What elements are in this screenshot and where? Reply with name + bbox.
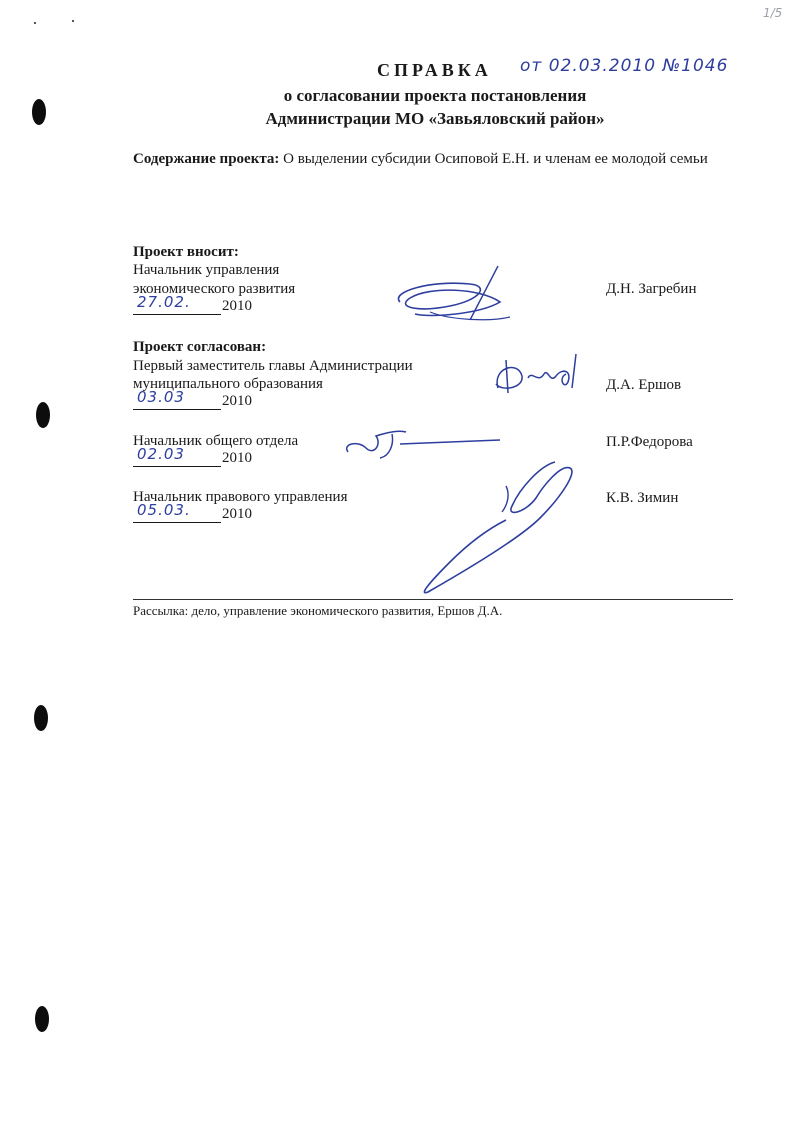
subtitle-line-2: Администрации МО «Завьяловский район»	[265, 109, 605, 128]
date-year: 2010	[222, 450, 252, 466]
date-year: 2010	[222, 298, 252, 314]
submitter-position-line-2: экономического развития	[133, 281, 296, 297]
approver-1-position-line-1: Первый заместитель главы Администрации	[133, 358, 413, 374]
handwritten-reference: от 02.03.2010 №1046	[520, 56, 729, 76]
date-year: 2010	[222, 506, 252, 522]
handwritten-date: 05.03.	[137, 501, 191, 519]
handwritten-date: 27.02.	[137, 293, 191, 311]
punch-hole	[35, 1006, 49, 1032]
date-blank	[133, 501, 221, 523]
content-text: О выделении субсидии Осиповой Е.Н. и членам ее молодой семьи	[283, 151, 708, 167]
approvals-heading: Проект согласован:	[133, 339, 267, 355]
approver-3-position: Начальник правового управления	[133, 489, 348, 505]
signature-zagrebin	[370, 262, 520, 332]
signature-fedorova	[340, 418, 505, 463]
approver-2-name: П.Р.Федорова	[606, 434, 693, 450]
approver-2-date	[133, 445, 252, 472]
project-content	[133, 148, 737, 170]
corner-page-mark: 1/5	[763, 6, 783, 20]
submitted-heading: Проект вносит:	[133, 244, 239, 260]
punch-hole	[36, 402, 50, 428]
signature-zimin	[410, 458, 590, 598]
scan-speck	[72, 20, 74, 22]
submitter-date	[133, 293, 252, 320]
signature-ershov	[488, 348, 588, 398]
submitter-position-line-1: Начальник управления	[133, 262, 280, 278]
approver-3-date	[133, 501, 252, 528]
handwritten-date: 02.03	[137, 445, 185, 463]
approver-1-date	[133, 388, 252, 415]
handwritten-date: 03.03	[137, 388, 185, 406]
scan-speck	[34, 22, 36, 24]
punch-hole	[34, 705, 48, 731]
date-blank	[133, 445, 221, 467]
approver-3-name: К.В. Зимин	[606, 490, 679, 506]
content-label: Содержание проекта:	[133, 151, 280, 167]
approver-2-position: Начальник общего отдела	[133, 433, 299, 449]
approver-1-name: Д.А. Ершов	[606, 377, 682, 393]
submitter-name: Д.Н. Загребин	[606, 281, 697, 297]
date-blank	[133, 388, 221, 410]
distribution-list: Рассылка: дело, управление экономического развития, Ершов Д.А.	[133, 603, 503, 618]
date-year: 2010	[222, 393, 252, 409]
date-blank	[133, 293, 221, 315]
approver-1-position-line-2: муниципального образования	[133, 376, 323, 392]
subtitle-line-1: о согласовании проекта постановления	[283, 86, 587, 105]
document-title: СПРАВКА	[377, 60, 492, 80]
divider	[133, 599, 733, 600]
